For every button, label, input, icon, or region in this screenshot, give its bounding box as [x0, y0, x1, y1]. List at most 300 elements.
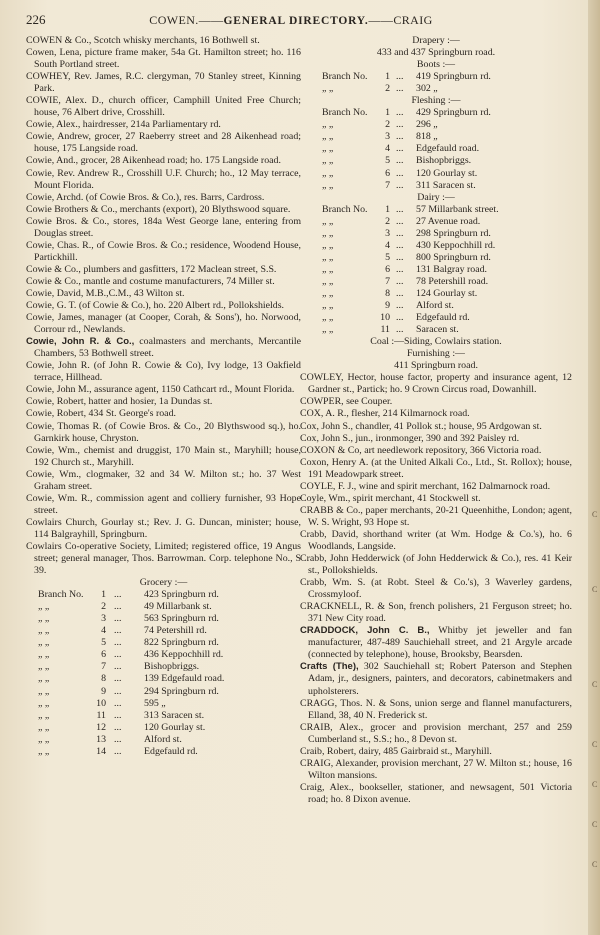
branch-number: 5 [385, 155, 390, 167]
leader-dots: ... [114, 649, 122, 661]
leader-dots: ... [114, 733, 122, 745]
drapery-address: 433 and 437 Springburn road. [376, 47, 496, 59]
entry-text: CRACKNELL, R. & Son, french polishers, 21 Ferguson street; ho. 371 New City road. [300, 601, 572, 625]
fleshing-heading: Fleshing :— [411, 95, 461, 107]
branch-label: „ „ [38, 613, 50, 625]
branch-row [300, 216, 572, 228]
branch-number: 6 [101, 649, 106, 661]
branch-address: 74 Petershill rd. [144, 625, 207, 637]
entry-text: Coyle, Wm., spirit merchant, 41 Stockwell st. [300, 492, 481, 504]
branch-number: 3 [101, 613, 106, 625]
branch-row [300, 143, 572, 155]
header-title: GENERAL DIRECTORY. [223, 15, 369, 27]
branch-row [26, 649, 301, 661]
directory-entry [26, 384, 301, 396]
directory-entry [26, 240, 301, 264]
branch-row [300, 252, 572, 264]
directory-entry [300, 445, 572, 457]
directory-entry [300, 457, 572, 481]
branch-label: „ „ [322, 155, 334, 167]
directory-entry [300, 421, 572, 433]
branch-label: „ „ [38, 637, 50, 649]
leader-dots: ... [396, 324, 404, 336]
branch-address: Alford st. [416, 300, 454, 312]
branch-row [300, 83, 572, 95]
leader-dots: ... [114, 745, 122, 757]
leader-dots: ... [114, 721, 122, 733]
directory-entry [26, 445, 301, 469]
fleshing-branch-list [300, 107, 572, 191]
branch-address: Bishopbriggs. [144, 661, 200, 673]
left-column [26, 35, 301, 758]
boots-branch-list [300, 71, 572, 95]
edge-letter: C [592, 510, 598, 519]
leader-dots: ... [114, 709, 122, 721]
branch-row [26, 625, 301, 637]
directory-entry [26, 35, 301, 47]
branch-label: „ „ [322, 215, 334, 227]
branch-address: 302 „ [416, 83, 438, 95]
branch-address: 296 „ [416, 119, 438, 131]
directory-entry [300, 553, 572, 577]
directory-entry [300, 722, 572, 746]
entry-text: coalmasters and merchants, Mercantile Chambers, 53 Bothwell street. [34, 336, 301, 360]
right-column [300, 35, 572, 806]
branch-row [300, 324, 572, 336]
entry-text: Cowie, Archd. (of Cowie Bros. & Co.), res. Barrs, Cardross. [26, 191, 265, 203]
directory-entry [300, 625, 572, 661]
directory-entry [26, 336, 301, 360]
branch-number: 9 [385, 300, 390, 312]
entry-text: 302 Sauchiehall st; Robert Paterson and Stephen Adam, jr., designers, painters, and decorators, cabinetmakers and upholsterers. [308, 661, 572, 697]
branch-number: 11 [380, 324, 390, 336]
branch-row [300, 204, 572, 216]
directory-entry [26, 396, 301, 408]
branch-label: Branch No. [322, 107, 368, 119]
branch-number: 8 [101, 673, 106, 685]
branch-label: „ „ [322, 227, 334, 239]
directory-entry [26, 192, 301, 204]
branch-address: Edgefauld rd. [416, 312, 470, 324]
directory-entry [300, 601, 572, 625]
branch-number: 1 [385, 71, 390, 83]
branch-address: Bishopbriggs. [416, 155, 472, 167]
branch-label: Branch No. [322, 203, 368, 215]
leader-dots: ... [114, 685, 122, 697]
branch-number: 7 [385, 179, 390, 191]
page-header [26, 11, 556, 29]
directory-entry [300, 372, 572, 396]
entry-text: Cowie, Alex., hairdresser, 214a Parliamentary rd. [26, 119, 221, 131]
leader-dots: ... [396, 239, 404, 251]
branch-address: Edgefauld road. [416, 143, 480, 155]
entry-text: Cowie Brothers & Co., merchants (export), 20 Blythswood square. [26, 203, 291, 215]
entry-text: Cowie, And., grocer, 28 Aikenhead road; ho. 175 Langside road. [26, 155, 281, 167]
grocery-branch-list [26, 589, 301, 758]
entry-text: Cowie, Robert, 434 St. George's road. [26, 408, 176, 420]
branch-number: 5 [101, 637, 106, 649]
directory-entry [26, 155, 301, 167]
branch-number: 1 [385, 107, 390, 119]
entry-text: COXON & Co, art needlework repository, 366 Victoria road. [300, 444, 542, 456]
branch-row [300, 240, 572, 252]
entry-text: Cowen, Lena, picture frame maker, 54a Gt. Hamilton street; ho. 116 South Portland street. [26, 47, 301, 71]
branch-label: „ „ [322, 167, 334, 179]
branch-address: 822 Springburn rd. [144, 637, 219, 649]
edge-letter: C [592, 680, 598, 689]
branch-address: 311 Saracen st. [416, 179, 476, 191]
branch-label: „ „ [38, 673, 50, 685]
directory-entry [26, 312, 301, 336]
entry-text: COX, A. R., flesher, 214 Kilmarnock road. [300, 408, 470, 420]
branch-row [300, 119, 572, 131]
entry-text: COWPER, see Couper. [300, 396, 393, 408]
branch-number: 7 [385, 275, 390, 287]
entry-text: Crabb, John Hedderwick (of John Hedderwick & Co.), res. 41 Keir st., Pollokshields. [300, 553, 572, 577]
branch-address: Edgefauld rd. [144, 745, 198, 757]
directory-entry [26, 119, 301, 131]
entry-text: Cowie, John R. (of John R. Cowie & Co), Ivy lodge, 13 Oakfield terrace, Hillhead. [26, 360, 301, 384]
directory-entry [300, 481, 572, 493]
leader-dots: ... [114, 673, 122, 685]
branch-label: „ „ [322, 287, 334, 299]
leader-dots: ... [396, 179, 404, 191]
branch-number: 10 [380, 312, 390, 324]
branch-address: 800 Springburn rd. [416, 251, 491, 263]
leader-dots: ... [396, 300, 404, 312]
branch-row [300, 131, 572, 143]
branch-address: Saracen st. [416, 324, 459, 336]
leader-dots: ... [114, 625, 122, 637]
header-dash-2: —— [368, 13, 394, 27]
branch-number: 9 [101, 685, 106, 697]
branch-row [300, 71, 572, 83]
drapery-heading: Drapery :— [412, 35, 460, 46]
left-entries [26, 35, 301, 577]
edge-letter: C [592, 740, 598, 749]
entry-text: COWEN & Co., Scotch whisky merchants, 16 Bothwell st. [26, 35, 260, 46]
entry-text: Cowie & Co., plumbers and gasfitters, 172 Maclean street, S.S. [26, 263, 277, 275]
grocery-heading: Grocery :— [139, 577, 188, 589]
branch-label: Branch No. [322, 71, 368, 83]
branch-row [26, 722, 301, 734]
edge-letter: C [592, 820, 598, 829]
branch-number: 7 [101, 661, 106, 673]
entry-text: Cowie, Wm. R., commission agent and colliery furnisher, 93 Hope street. [26, 492, 301, 516]
branch-label: „ „ [38, 733, 50, 745]
entry-text: Cowlairs Church, Gourlay st.; Rev. J. G. Duncan, minister; house, 114 Balgrayhill, Springburn. [26, 516, 301, 540]
coal-line: Coal :—Siding, Cowlairs station. [370, 336, 502, 348]
branch-number: 6 [385, 167, 390, 179]
branch-label: „ „ [322, 119, 334, 131]
directory-entry [26, 360, 301, 384]
entry-bold-name: Crafts (The), [300, 661, 359, 673]
branch-address: 294 Springburn rd. [144, 685, 219, 697]
directory-entry [300, 746, 572, 758]
branch-label: „ „ [38, 661, 50, 673]
leader-dots: ... [114, 661, 122, 673]
leader-dots: ... [396, 275, 404, 287]
branch-number: 1 [385, 203, 390, 215]
entry-text: Cowie, James, manager (at Cooper, Corah, & Sons'), ho. Norwood, Corrour rd., Newlands. [26, 312, 301, 336]
branch-row [26, 601, 301, 613]
branch-row [300, 155, 572, 167]
entry-text: Cowlairs Co-operative Society, Limited; registered office, 19 Angus street; general manager, Thos. Barrowman. Corp. telephone No., S 39. [26, 540, 301, 577]
branch-address: 139 Edgefauld road. [144, 673, 225, 685]
branch-address: 120 Gourlay st. [416, 167, 478, 179]
page-number: 226 [26, 12, 46, 27]
leader-dots: ... [396, 167, 404, 179]
directory-entry [26, 517, 301, 541]
edge-letter: C [592, 860, 598, 869]
directory-entry [26, 408, 301, 420]
leader-dots: ... [396, 263, 404, 275]
leader-dots: ... [114, 613, 122, 625]
adjacent-page-edge [588, 0, 600, 935]
branch-number: 12 [96, 721, 106, 733]
running-title [26, 11, 556, 30]
branch-number: 2 [385, 215, 390, 227]
entry-text: COWHEY, Rev. James, R.C. clergyman, 70 Stanley street, Kinning Park. [26, 71, 301, 95]
branch-label: „ „ [38, 685, 50, 697]
entry-text: Cox, John S., chandler, 41 Pollok st.; house, 95 Ardgowan st. [300, 420, 542, 432]
branch-number: 4 [101, 625, 106, 637]
branch-row [300, 276, 572, 288]
entry-bold-name: CRADDOCK, John C. B., [300, 625, 430, 637]
branch-address: 423 Springburn rd. [144, 589, 219, 601]
directory-entry [26, 168, 301, 192]
branch-number: 13 [96, 733, 106, 745]
leader-dots: ... [396, 227, 404, 239]
directory-entry [300, 493, 572, 505]
branch-row [26, 637, 301, 649]
entry-text: Coxon, Henry A. (at the United Alkali Co., Ltd., St. Rollox); house, 191 Meadowpark street. [300, 456, 572, 480]
entry-text: Crabb, Wm. S. (at Robt. Steel & Co.'s), 3 Waverley gardens, Crossmyloof. [300, 577, 572, 601]
branch-row [300, 107, 572, 119]
branch-row [26, 746, 301, 758]
directory-entry [26, 421, 301, 445]
edge-letter: C [592, 780, 598, 789]
branch-address: 78 Petershill road. [416, 275, 489, 287]
branch-address: 818 „ [416, 131, 438, 143]
dairy-heading: Dairy :— [417, 191, 455, 203]
branch-row [26, 661, 301, 673]
branch-number: 11 [96, 709, 106, 721]
directory-entry [300, 698, 572, 722]
branch-address: 595 „ [144, 697, 166, 709]
branch-row [300, 264, 572, 276]
dairy-branch-list [300, 204, 572, 337]
directory-entry [26, 216, 301, 240]
leader-dots: ... [396, 312, 404, 324]
boots-heading: Boots :— [416, 59, 456, 71]
branch-row [26, 673, 301, 685]
branch-label: „ „ [322, 324, 334, 336]
branch-row [300, 312, 572, 324]
directory-entry [300, 408, 572, 420]
branch-label: „ „ [38, 649, 50, 661]
branch-address: Alford st. [144, 733, 182, 745]
leader-dots: ... [396, 155, 404, 167]
leader-dots: ... [114, 637, 122, 649]
leader-dots: ... [396, 83, 404, 95]
directory-entry [300, 577, 572, 601]
entry-text: Cowie, Robert, hatter and hosier, 1a Dundas st. [26, 396, 213, 408]
branch-address: 120 Gourlay st. [144, 721, 206, 733]
branch-label: „ „ [322, 312, 334, 324]
directory-entry [26, 71, 301, 95]
branch-label: „ „ [322, 275, 334, 287]
branch-address: 298 Springburn rd. [416, 227, 491, 239]
leader-dots: ... [396, 203, 404, 215]
leader-dots: ... [396, 131, 404, 143]
branch-address: 429 Springburn rd. [416, 107, 491, 119]
entry-text: COYLE, F. J., wine and spirit merchant, 162 Dalmarnock road. [300, 480, 551, 492]
entry-text: Cox, John S., jun., ironmonger, 390 and 392 Paisley rd. [300, 432, 520, 444]
entry-text: Cowie Bros. & Co., stores, 184a West George lane, entering from Douglas street. [26, 215, 301, 239]
entry-text: Craig, Alex., bookseller, stationer, and newsagent, 501 Victoria road; ho. 8 Dixon avenue. [300, 781, 572, 805]
entry-text: CRAIG, Alexander, provision merchant, 27 W. Milton st.; house, 16 Wilton mansions. [300, 757, 572, 781]
branch-address: 124 Gourlay st. [416, 287, 478, 299]
branch-row [300, 300, 572, 312]
branch-number: 4 [385, 143, 390, 155]
directory-entry [300, 782, 572, 806]
directory-entry [26, 469, 301, 493]
branch-label: Branch No. [38, 589, 84, 601]
branch-label: „ „ [38, 721, 50, 733]
branch-number: 14 [96, 745, 106, 757]
branch-row [26, 734, 301, 746]
branch-label: „ „ [322, 179, 334, 191]
entry-text: Cowie, Andrew, grocer, 27 Raeberry street and 28 Aikenhead road; house, 175 Langside road. [26, 131, 301, 155]
branch-address: 430 Keppochhill rd. [416, 239, 496, 251]
leader-dots: ... [396, 71, 404, 83]
branch-address: 27 Avenue road. [416, 215, 481, 227]
right-entries [300, 372, 572, 806]
edge-letter: C [592, 585, 598, 594]
leader-dots: ... [396, 287, 404, 299]
branch-row [26, 613, 301, 625]
branch-number: 1 [101, 589, 106, 601]
branch-row [300, 180, 572, 192]
entry-text: CRAIB, Alex., grocer and provision merchant, 257 and 259 Cumberland st., S.S.; ho., 8 Devon st. [300, 721, 572, 745]
directory-entry [26, 95, 301, 119]
branch-label: „ „ [38, 709, 50, 721]
leader-dots: ... [396, 107, 404, 119]
directory-entry [26, 264, 301, 276]
directory-entry [300, 758, 572, 782]
branch-label: „ „ [322, 239, 334, 251]
header-right-word: CRAIG [393, 13, 433, 27]
entry-text: Cowie, David, M.B.,C.M., 43 Wilton st. [26, 287, 185, 299]
branch-number: 6 [385, 263, 390, 275]
branch-row [300, 168, 572, 180]
branch-row [26, 686, 301, 698]
directory-entry [26, 493, 301, 517]
directory-entry [26, 47, 301, 71]
entry-text: Cowie, Wm., clogmaker, 32 and 34 W. Milton st.; ho. 37 West Graham street. [26, 468, 301, 492]
entry-text: COWIE, Alex. D., church officer, Camphill United Free Church; house, 76 Albert drive, Crosshill. [26, 95, 301, 119]
branch-row [26, 698, 301, 710]
entry-text: Cowie & Co., mantle and costume manufacturers, 74 Miller st. [26, 275, 275, 287]
branch-number: 3 [385, 131, 390, 143]
entry-bold-name: Cowie, John R. & Co., [26, 336, 135, 348]
directory-entry [26, 276, 301, 288]
header-dash-1: —— [198, 13, 224, 27]
branch-label: „ „ [322, 83, 334, 95]
directory-entry [300, 661, 572, 697]
directory-entry [300, 396, 572, 408]
entry-text: Crabb, David, shorthand writer (at Wm. Hodge & Co.'s), ho. 6 Woodlands, Langside. [300, 528, 572, 552]
branch-label: „ „ [38, 625, 50, 637]
branch-number: 4 [385, 239, 390, 251]
entry-text: Cowie, G. T. (of Cowie & Co.), ho. 220 Albert rd., Pollokshields. [26, 300, 285, 312]
branch-address: 436 Keppochhill rd. [144, 649, 224, 661]
branch-number: 10 [96, 697, 106, 709]
branch-number: 8 [385, 287, 390, 299]
leader-dots: ... [396, 143, 404, 155]
directory-entry [300, 529, 572, 553]
branch-address: 131 Balgray road. [416, 263, 488, 275]
branch-label: „ „ [322, 300, 334, 312]
branch-label: „ „ [38, 745, 50, 757]
branch-number: 2 [385, 119, 390, 131]
leader-dots: ... [114, 697, 122, 709]
directory-entry [300, 433, 572, 445]
entry-text: Whitby jet jeweller and fan manufacturer, 487-489 Sauchiehall street, and 21 Argyle arcade (connected by telephone), house, Brooksby, Bearsden. [308, 625, 572, 661]
directory-entry [26, 541, 301, 577]
leader-dots: ... [396, 215, 404, 227]
branch-label: „ „ [322, 143, 334, 155]
entry-text: COWLEY, Hector, house factor, property and insurance agent, 12 Gardner st., Partick; ho. 9 Crown Circus road, Dowanhill. [300, 372, 572, 396]
entry-text: Cowie, Wm., chemist and druggist, 170 Main st., Maryhill; house, 192 Church st., Maryhill. [26, 444, 301, 468]
branch-label: „ „ [38, 697, 50, 709]
branch-label: „ „ [322, 131, 334, 143]
leader-dots: ... [396, 119, 404, 131]
branch-row [26, 589, 301, 601]
branch-number: 2 [385, 83, 390, 95]
branch-row [26, 710, 301, 722]
branch-address: 57 Millarbank street. [416, 203, 499, 215]
directory-entry [26, 204, 301, 216]
branch-address: 313 Saracen st. [144, 709, 205, 721]
furnishing-heading: Furnishing :— [407, 348, 465, 360]
entry-text: CRABB & Co., paper merchants, 20-21 Queenhithe, London; agent, W. S. Wright, 93 Hope st. [300, 504, 572, 528]
branch-row [300, 228, 572, 240]
entry-text: Cowie, Chas. R., of Cowie Bros. & Co.; residence, Woodend House, Partickhill. [26, 239, 301, 263]
header-left-word: COWEN. [149, 13, 199, 27]
branch-label: „ „ [38, 601, 50, 613]
directory-entry [26, 288, 301, 300]
leader-dots: ... [114, 589, 122, 601]
branch-address: 49 Millarbank st. [144, 601, 212, 613]
entry-text: Cowie, Rev. Andrew R., Crosshill U.F. Church; ho., 12 May terrace, Mount Florida. [26, 167, 301, 191]
leader-dots: ... [396, 251, 404, 263]
branch-number: 3 [385, 227, 390, 239]
branch-row [300, 288, 572, 300]
directory-entry [26, 300, 301, 312]
branch-label: „ „ [322, 251, 334, 263]
branch-number: 5 [385, 251, 390, 263]
entry-text: CRAGG, Thos. N. & Sons, union serge and flannel manufacturers, Elland, 38, 40 N. Frederick st. [300, 697, 572, 721]
directory-entry [300, 505, 572, 529]
leader-dots: ... [114, 601, 122, 613]
branch-address: 563 Springburn rd. [144, 613, 219, 625]
branch-address: 419 Springburn rd. [416, 71, 491, 83]
furnishing-address: 411 Springburn road. [394, 360, 478, 372]
directory-entry [26, 131, 301, 155]
branch-label: „ „ [322, 263, 334, 275]
